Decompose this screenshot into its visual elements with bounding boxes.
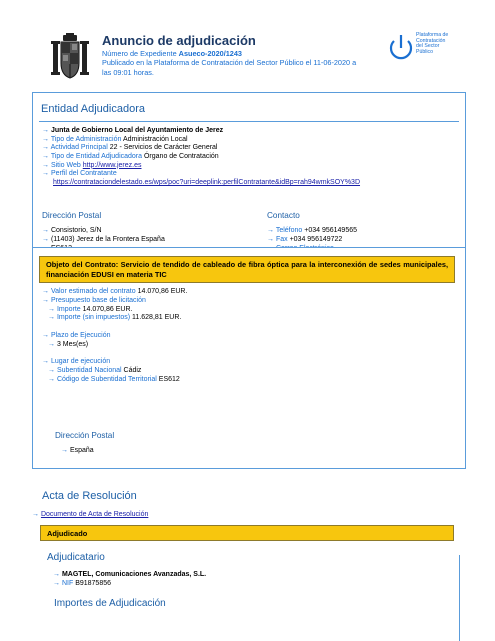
field-label: Tipo de Entidad Adjudicadora [50, 153, 143, 161]
codigo-row [42, 376, 187, 385]
nif-row [53, 580, 206, 589]
publicado-line-2: las 09:01 horas. [102, 67, 154, 77]
arrow-icon: → [42, 127, 49, 134]
field-value: Cádiz [123, 366, 142, 374]
field-value: 22 - Servicios de Carácter General [109, 144, 218, 152]
field-value: Consistorio, S/N [50, 227, 102, 234]
arrow-icon: → [42, 331, 49, 339]
field-label: Sitio Web [50, 161, 81, 169]
spacer [42, 349, 187, 358]
arrow-icon: → [32, 511, 39, 518]
logo-text-line: del Sector [416, 43, 440, 50]
entidad-details [42, 127, 360, 188]
plazo-row [42, 332, 187, 341]
tipo-entidad-row [42, 153, 360, 162]
coat-of-arms-icon [50, 33, 90, 81]
field-label: Importe [56, 305, 81, 313]
adjudicatario-title: Adjudicatario [47, 552, 105, 563]
arrow-icon: → [42, 357, 49, 365]
sitio-web-row [42, 162, 360, 171]
arrow-icon: → [42, 170, 49, 178]
lugar-row [42, 358, 187, 367]
adjudicatario-name-row [53, 571, 206, 580]
field-value: 11.628,81 EUR. [132, 314, 182, 322]
field-value: España [69, 447, 94, 454]
valor-row [42, 288, 187, 297]
perfil-url-row [42, 179, 360, 188]
arrow-icon: → [42, 153, 49, 161]
page-title: Anuncio de adjudicación [102, 33, 256, 48]
field-value: +034 956149565 [304, 227, 357, 234]
field-label: Fax [275, 235, 288, 243]
logo-text-line: Plataforma de [416, 32, 449, 38]
divider [459, 555, 460, 641]
acta-link-row [32, 511, 148, 520]
field-value: 3 Mes(es) [56, 340, 89, 348]
field-value: Administración Local [122, 135, 188, 143]
arrow-icon: → [42, 135, 49, 143]
entidad-adjudicadora-section [32, 92, 466, 269]
field-value: B91875856 [75, 580, 112, 587]
arrow-icon: → [48, 340, 55, 348]
acta-title: Acta de Resolución [42, 490, 137, 502]
field-label: Plazo de Ejecución [50, 331, 111, 339]
logo-text-line: Público [416, 49, 434, 56]
perfil-row [42, 170, 360, 179]
field-value: 14.070,86 EUR. [82, 305, 133, 313]
tipo-admin-row [42, 136, 360, 145]
field-label: Código de Subentidad Territorial [56, 375, 157, 383]
arrow-icon: → [42, 235, 49, 243]
platform-logo-text [416, 33, 448, 56]
arrow-icon: → [42, 227, 49, 234]
objeto-details [42, 288, 187, 384]
field-label: Subentidad Nacional [56, 366, 122, 374]
field-label: Tipo de Administración [50, 135, 122, 143]
field-label: Valor estimado del contrato [50, 288, 136, 295]
sitio-web-link[interactable]: http://www.jerez.es [82, 161, 142, 169]
subentidad-row [42, 367, 187, 376]
platform-logo [388, 33, 468, 73]
arrow-icon: → [42, 296, 49, 304]
importe-row [42, 306, 187, 315]
field-label: Importe (sin impuestos) [56, 314, 131, 322]
arrow-icon: → [53, 580, 60, 587]
adjudicatario-details [53, 571, 206, 589]
arrow-icon: → [53, 571, 60, 578]
entidad-nombre: Junta de Gobierno Local del Ayuntamiento de Jerez [50, 127, 224, 134]
arrow-icon: → [48, 314, 55, 322]
arrow-icon: → [267, 235, 274, 243]
header [50, 33, 460, 83]
field-label: NIF [61, 580, 74, 587]
arrow-icon: → [61, 447, 68, 454]
objeto-contrato-section [32, 247, 466, 469]
field-label: Perfil del Contratante [50, 170, 117, 178]
perfil-contratante-link[interactable]: https://contrataciondelestado.es/wps/poc?uri=deeplink:perfilContratante&idBp=rah94wmkSOY%3D [53, 179, 361, 187]
direccion-line [42, 227, 165, 236]
arrow-icon: → [267, 227, 274, 234]
field-value: (11403) Jerez de la Frontera España [50, 235, 165, 243]
arrow-icon: → [42, 144, 49, 152]
objeto-direccion-row [55, 447, 94, 456]
arrow-icon: → [42, 288, 49, 295]
field-label: Presupuesto base de licitación [50, 296, 146, 304]
arrow-icon: → [48, 305, 55, 313]
field-label: Actividad Principal [50, 144, 108, 152]
objeto-direccion-title: Dirección Postal [55, 431, 115, 440]
contacto-title: Contacto [267, 211, 300, 220]
arrow-icon: → [48, 375, 55, 383]
header-text [102, 33, 382, 77]
field-value: +034 956149722 [289, 235, 343, 243]
expediente-label: Número de Expediente [102, 48, 177, 58]
publicado-line-1: Publicado en la Plataforma de Contratación del Sector Público el 11-06-2020 a [102, 58, 357, 68]
field-label: Lugar de ejecución [50, 357, 111, 365]
arrow-icon: → [48, 366, 55, 374]
entidad-nombre-row [42, 127, 360, 136]
field-value: 14.070,86 EUR. [137, 288, 188, 295]
importe-sin-row [42, 314, 187, 323]
power-logo-icon [388, 33, 414, 63]
spacer [42, 323, 187, 332]
logo-text-line: Contratación [416, 37, 446, 44]
fax-row [267, 236, 402, 245]
adjudicado-banner: Adjudicado [40, 525, 454, 541]
direccion-line [42, 236, 165, 245]
expediente-number: Asueco-2020/1243 [178, 48, 242, 58]
presupuesto-row [42, 297, 187, 306]
field-value: ES612 [158, 375, 180, 383]
objeto-banner: Objeto del Contrato: Servicio de tendido de cableado de fibra óptica para la interconexión de sedes municipales, financiación EDUSI en materia TIC [39, 256, 455, 283]
arrow-icon: → [42, 161, 49, 169]
telefono-row [267, 227, 402, 236]
entidad-title: Entidad Adjudicadora [41, 103, 145, 115]
direccion-title: Dirección Postal [42, 211, 102, 220]
field-label: Teléfono [275, 227, 303, 234]
divider [39, 121, 459, 122]
expediente-line [102, 49, 382, 58]
acta-document-link[interactable]: Documento de Acta de Resolución [40, 511, 149, 518]
actividad-row [42, 144, 360, 153]
field-value: Órgano de Contratación [143, 153, 219, 161]
plazo-value-row [42, 341, 187, 350]
objeto-direccion-details [55, 447, 94, 456]
adjudicatario-name: MAGTEL, Comunicaciones Avanzadas, S.L. [61, 571, 207, 578]
importes-title: Importes de Adjudicación [54, 598, 166, 609]
